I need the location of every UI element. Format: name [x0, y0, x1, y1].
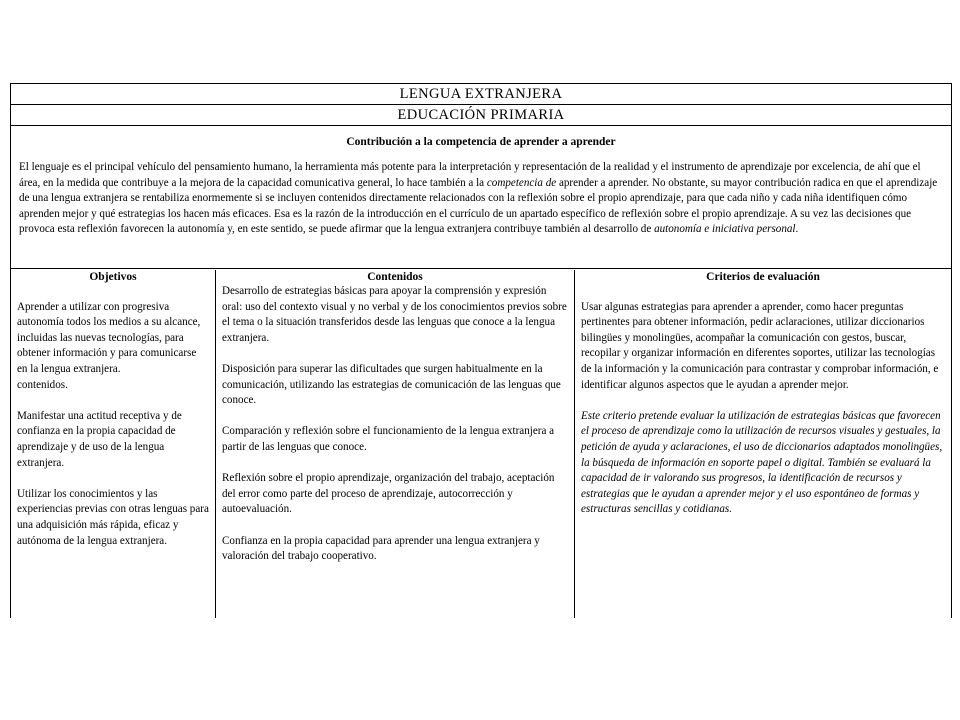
- intro-section: [11, 126, 951, 269]
- criterio-1: Usar algunas estrategias para aprender a aprender, como hacer preguntas pertinentes para obtener información, pedir aclaraciones, utilizar diccionarios bilingües y monolingües, acompañar la comunicación con gestos, buscar, recopilar y organizar información en diferentes soportes, utilizar las tecnologías de la información y la comunicación para contrastar y comprobar información, e identificar algunos aspectos que le ayudan a aprender mejor.: [581, 300, 939, 391]
- column-header-objetivos: Objetivos: [89, 271, 137, 283]
- column-criterios: [575, 270, 951, 618]
- intro-heading: Contribución a la competencia de aprender a aprender: [346, 136, 616, 148]
- column-header-contenidos: Contenidos: [367, 271, 423, 283]
- three-column-table: [11, 270, 951, 618]
- contenido-1: Desarrollo de estrategias básicas para apoyar la comprensión y expresión oral: uso del contexto visual y no verbal y de los conocimientos previos sobre el tema o la situación transferidos desde las lenguas que conoce a la lengua extranjera.: [222, 285, 567, 344]
- doc-subtitle: EDUCACIÓN PRIMARIA: [11, 105, 951, 126]
- intro-text-a-italic: competencia de: [486, 176, 557, 189]
- criterio-2-text: Este criterio pretende evaluar la utilización de estrategias básicas que favorecen el proceso de aprendizaje como la utilización de recursos visuales y gestuales, la petición de ayuda y aclaraciones, el uso de diccionarios adaptados monolingües, la búsqueda de información en soporte papel o digital. También se evaluará la capacidad de ir valorando sus progresos, la identificación de recursos y estrategias que le ayudan a aprender mejor y el uso espontáneo de formas y estructuras sencillas y cotidianas.: [581, 409, 943, 516]
- contenido-4: Reflexión sobre el propio aprendizaje, organización del trabajo, aceptación del error como parte del proceso de aprendizaje, autocorrección y autoevaluación.: [222, 472, 555, 516]
- contenido-5: Confianza en la propia capacidad para aprender una lengua extranjera y valoración del trabajo cooperativo.: [222, 534, 540, 563]
- intro-text-b-italic: autonomía e iniciativa personal: [654, 223, 796, 236]
- doc-title: LENGUA EXTRANJERA: [11, 84, 951, 105]
- column-objetivos: [11, 270, 216, 618]
- contenido-3: Comparación y reflexión sobre el funcionamiento de la lengua extranjera a partir de las lenguas que conoce.: [222, 425, 555, 453]
- intro-text-b: aprender a aprender. No obstante, su mayor contribución radica en que el aprendizaje de una lengua extranjera se rentabiliza enormemente si se incluyen contenidos directamente relacionados con la reflexión sobre el propio aprendizaje, para que cada niño y cada niña identifiquen cómo aprenden mejor y qué estrategias los hacen más eficaces. Esa es la razón de la introducción en el currículo de un apartado específico de reflexión sobre el propio aprendizaje. A su vez las decisiones que provoca esta reflexión favorecen la autonomía y, en este sentido, se puede afirmar que la lengua extranjera contribuye también al desarrollo de: [19, 176, 938, 236]
- document-table: [10, 83, 952, 618]
- objetivo-1: Aprender a utilizar con progresiva autonomía todos los medios a su alcance, incluidas las nuevas tecnologías, para obtener información y para comunicarse en la lengua extranjera.: [17, 300, 201, 375]
- intro-text-a: El lenguaje es el principal vehículo del pensamiento humano, la herramienta más potente para la interpretación y representación de la realidad y el instrumento de aprendizaje por excelencia, de ahí que el área, en la medida que contribuye a la mejora de la capacidad comunicativa general, lo hace también a la: [19, 161, 921, 189]
- intro-text-c: .: [795, 223, 799, 236]
- intro-paragraph: [19, 160, 943, 238]
- column-header-criterios: Criterios de evaluación: [706, 271, 820, 283]
- objetivo-1-extra: contenidos.: [17, 378, 68, 391]
- objetivo-3: Utilizar los conocimientos y las experiencias previas con otras lenguas para una adquisición más rápida, eficaz y autónoma de la lengua extranjera.: [17, 487, 209, 547]
- contenido-2: Disposición para superar las dificultades que surgen habitualmente en la comunicación, utilizando las estrategias de comunicación de las lenguas que conoce.: [222, 362, 561, 407]
- criterio-2: [581, 409, 945, 518]
- column-contenidos: [216, 270, 575, 618]
- objetivo-2: Manifestar una actitud receptiva y de confianza en la propia capacidad de aprendizaje y de uso de la lengua extranjera.: [17, 409, 182, 469]
